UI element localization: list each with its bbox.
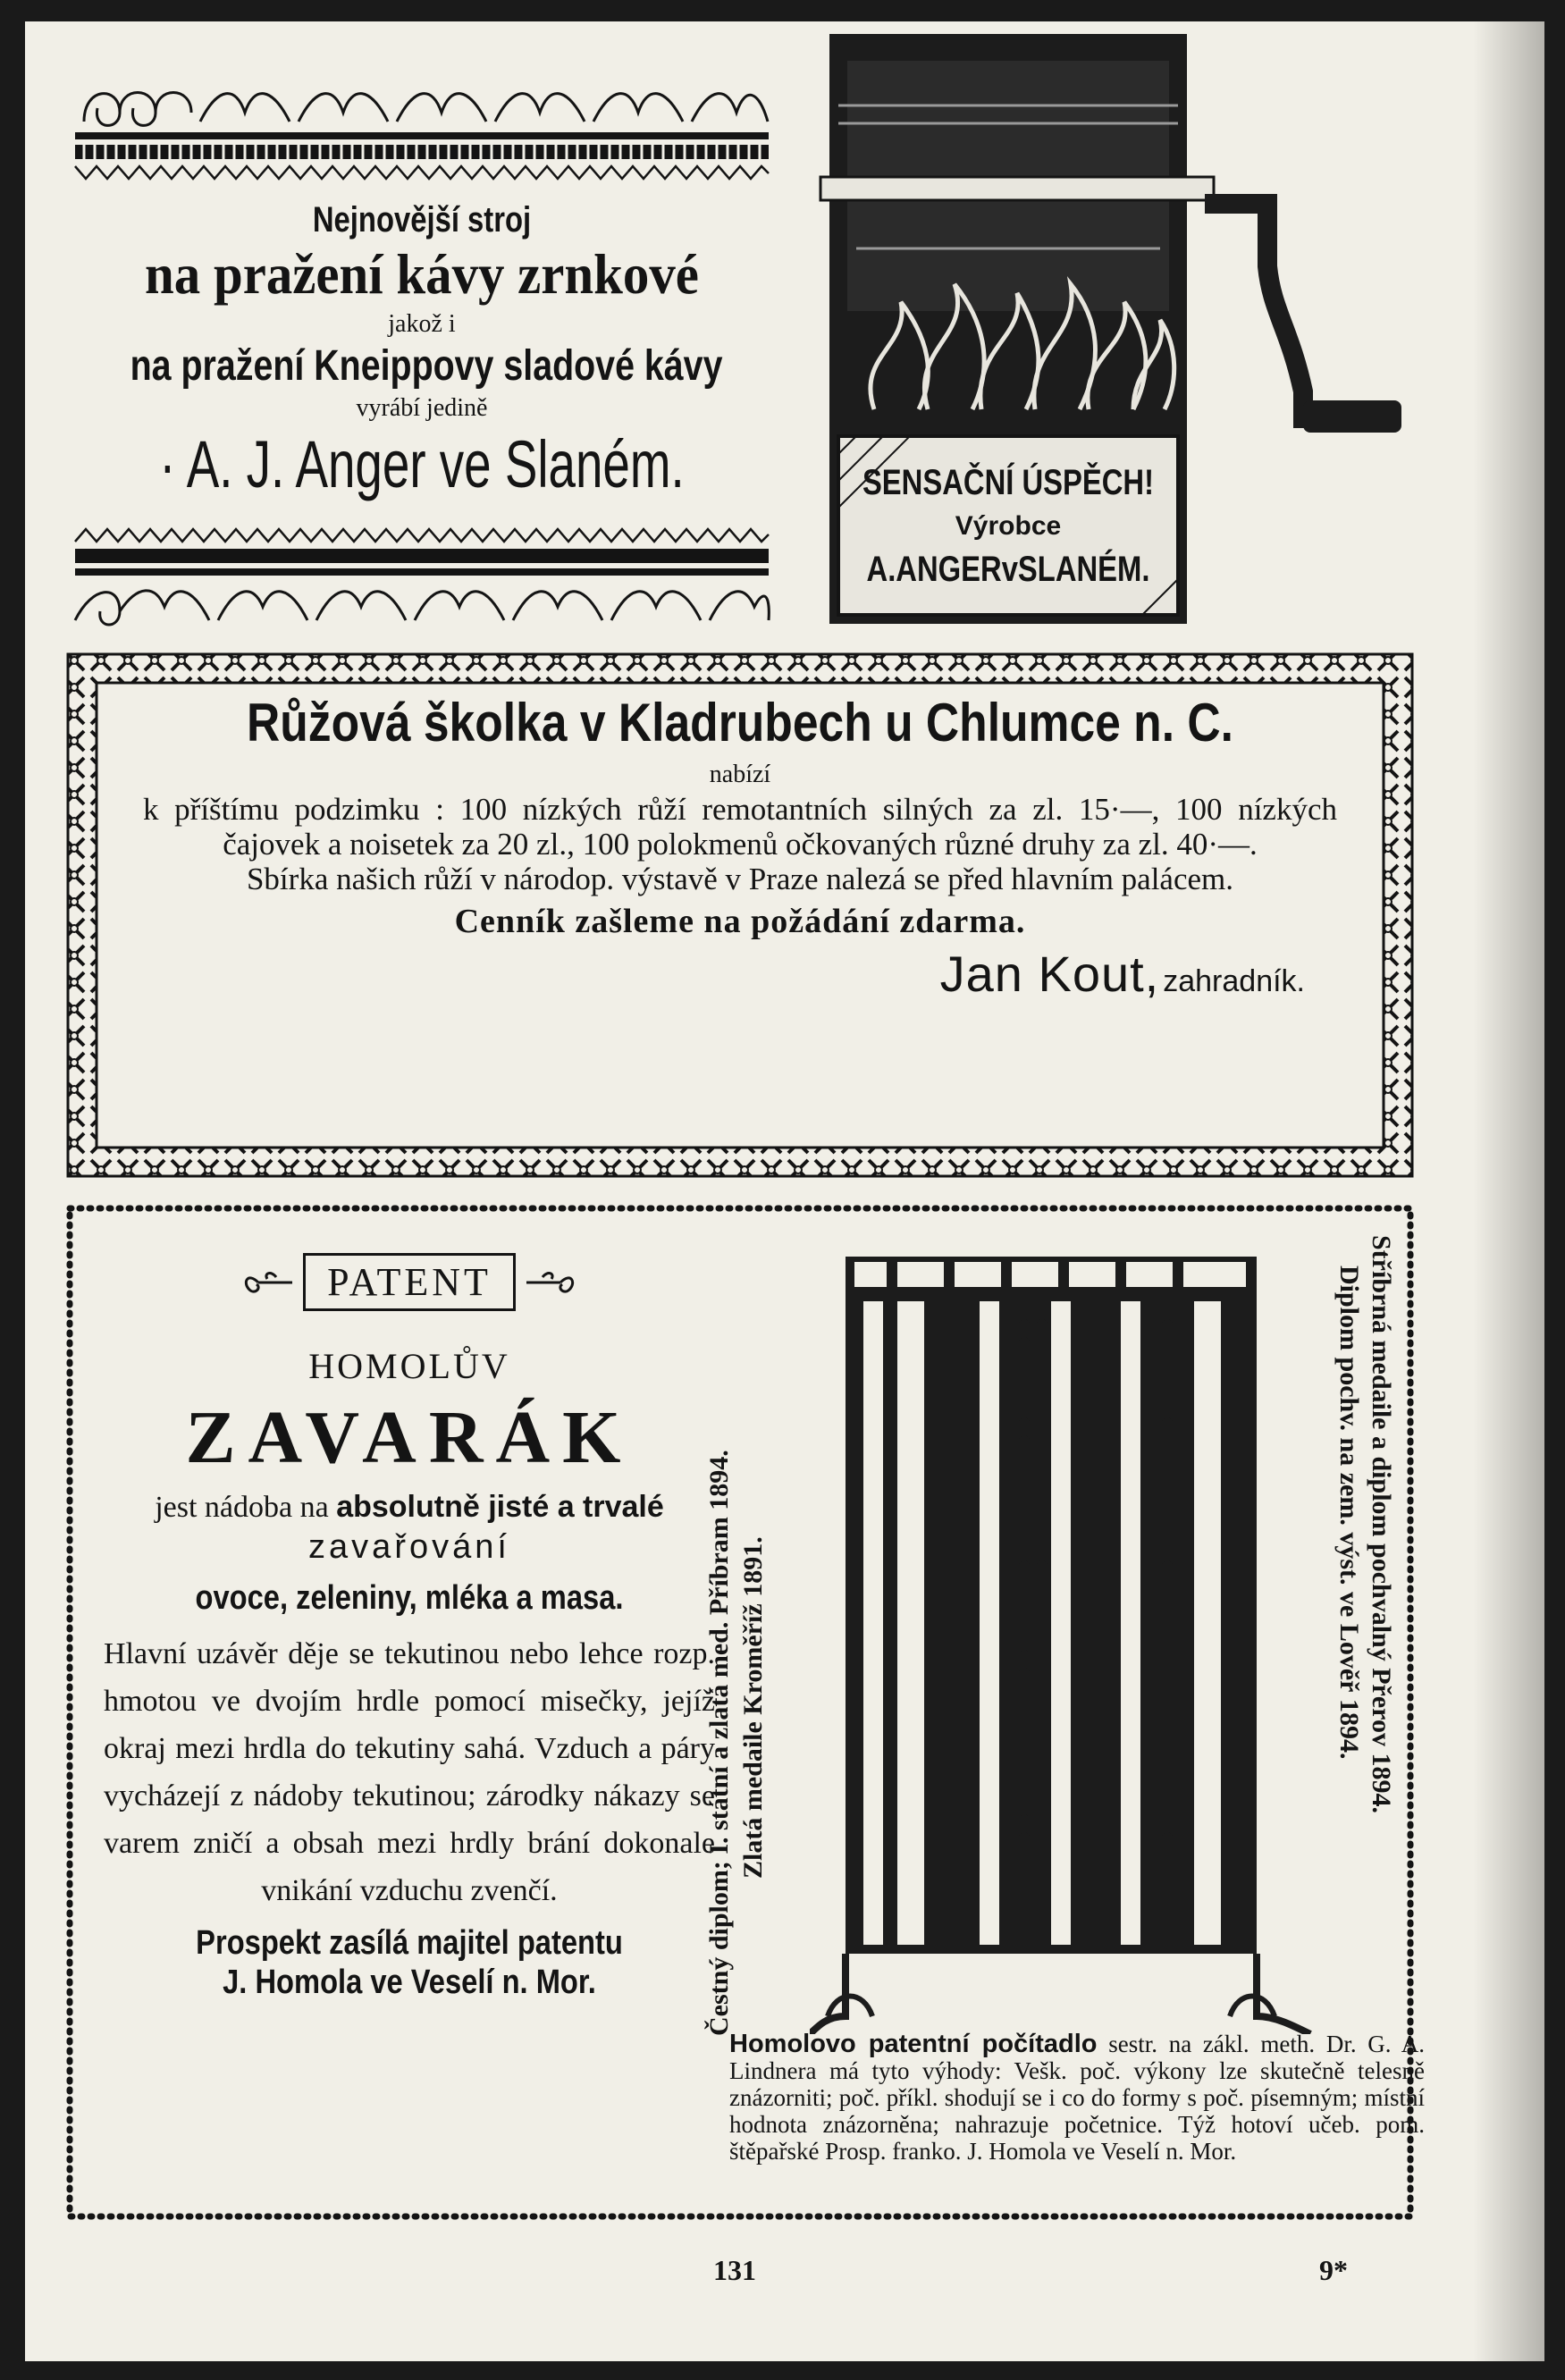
top-ornament-border: [66, 59, 778, 193]
scroll-ornament-left-icon: [240, 1265, 294, 1300]
purpose-foods: ovoce, zeleniny, mléka a masa.: [195, 1579, 624, 1617]
rose-ad-signature: [125, 945, 1355, 1003]
counting-frame-body: sestr. na zákl. meth. Dr. G. A. Lindnera má tyto výhody: Vešk. poč. výkony lze skutečně telesně znázorniti; poč. příkl. shodují se i co do formy s poč. písemným; místní hodnota znázorněna; nahrazuje početnice. Týž hotoví učeb. pom. štěpařské Prosp. franko. J. Homola ve Veselí n. Mor.: [729, 2031, 1426, 2165]
rose-ad-subtitle: nabízí: [709, 761, 771, 788]
signature-mark: 9*: [1319, 2254, 1348, 2286]
roaster-plate-line-1: SENSAČNÍ ÚSPĚCH!: [862, 461, 1155, 502]
roaster-line-3: jakož i: [388, 310, 456, 338]
roaster-plate-line-3: A.ANGERvSLANÉM.: [866, 548, 1150, 589]
product-name: ZAVARÁK: [185, 1396, 634, 1479]
rose-ad-offer: k příštímu podzimku : 100 nízkých růží remotantních silných za zl. 15·—, 100 nízkých čajovek a noisetek za 20 zl., 100 polokmenů očkovaných různé druhy za zl. 40·—.: [143, 792, 1337, 862]
roaster-line-5: vyrábí jedině: [356, 394, 488, 422]
homola-ad: [61, 1199, 1426, 2225]
zavarak-column: [97, 1253, 722, 2002]
rose-ad-content: [125, 692, 1355, 1003]
coffee-roaster-illustration: [803, 34, 1410, 642]
bottom-ornament-border: [66, 522, 778, 647]
rose-ad-title: Růžová školka v Kladrubech u Chlumce n. C.: [247, 693, 1233, 753]
counting-frame-description: [729, 2031, 1425, 2165]
rose-nursery-ad: [61, 647, 1419, 1183]
counting-frame-title: Homolovo patentní počítadlo: [729, 2030, 1098, 2058]
roaster-plate-line-2: Výrobce: [955, 511, 1062, 541]
patent-label: PATENT: [303, 1253, 516, 1311]
roaster-line-2: na pražení kávy zrnkové: [145, 242, 699, 306]
signature-name: Jan Kout,: [939, 946, 1160, 1002]
product-owner: HOMOLŮV: [308, 1346, 510, 1386]
scroll-ornament-right-icon: [525, 1265, 578, 1300]
zavarak-description: Hlavní uzávěr děje se tekutinou nebo lehce rozp. hmotou ve dvojím hrdle pomocí misečky, jejíž okraj mezi hrdla do tekutiny sahá. Vzduch a páry vycházejí z nádoby tekutinou; zárodky nákazy se varem zničí a obsah mezi hrdly brání dokonale vnikání vzduchu zvenčí.: [104, 1637, 715, 1907]
patent-label-row: [97, 1253, 722, 1311]
award-text-right-1: Stříbrná medaile a diplom pochvalný Přerov 1894.: [1367, 1235, 1396, 1813]
purpose-word: zavařování: [308, 1528, 510, 1566]
product-purpose: [97, 1490, 722, 1525]
prospekt-line-2: J. Homola ve Veselí n. Mor.: [223, 1964, 596, 2001]
page-number: 131: [713, 2254, 756, 2286]
purpose-bold: absolutně jisté a trvalé: [336, 1490, 664, 1524]
newspaper-page: [25, 21, 1544, 2361]
award-text-left-1: Čestný diplom; I. státní a zlatá med. Příbram 1894.: [704, 1450, 734, 2036]
page-edge-shadow: [1473, 21, 1544, 2361]
award-text-left-2: Zlatá medaile Kroměříž 1891.: [738, 1536, 768, 1879]
counting-frame-illustration: [810, 1248, 1328, 2034]
roaster-line-1: Nejnovější stroj: [312, 200, 532, 240]
prospekt-line-1: Prospekt zasílá majitel patentu: [196, 1924, 623, 1962]
rose-ad-exhibition: Sbírka našich růží v národop. výstavě v Praze nalezá se před hlavním palácem.: [246, 862, 1234, 896]
roaster-ad-text: [66, 200, 778, 505]
roaster-line-6: · A. J. Anger ve Slaném.: [159, 427, 685, 501]
signature-role: zahradník.: [1163, 964, 1305, 998]
rose-ad-catalog: Cenník zašleme na požádání zdarma.: [454, 903, 1026, 940]
roaster-line-4: na pražení Kneippovy sladové kávy: [130, 342, 723, 390]
award-text-right-2: Diplom pochv. na zem. výst. ve Lověř 1894.: [1334, 1266, 1364, 1760]
purpose-prefix: jest nádoba na: [155, 1491, 329, 1524]
